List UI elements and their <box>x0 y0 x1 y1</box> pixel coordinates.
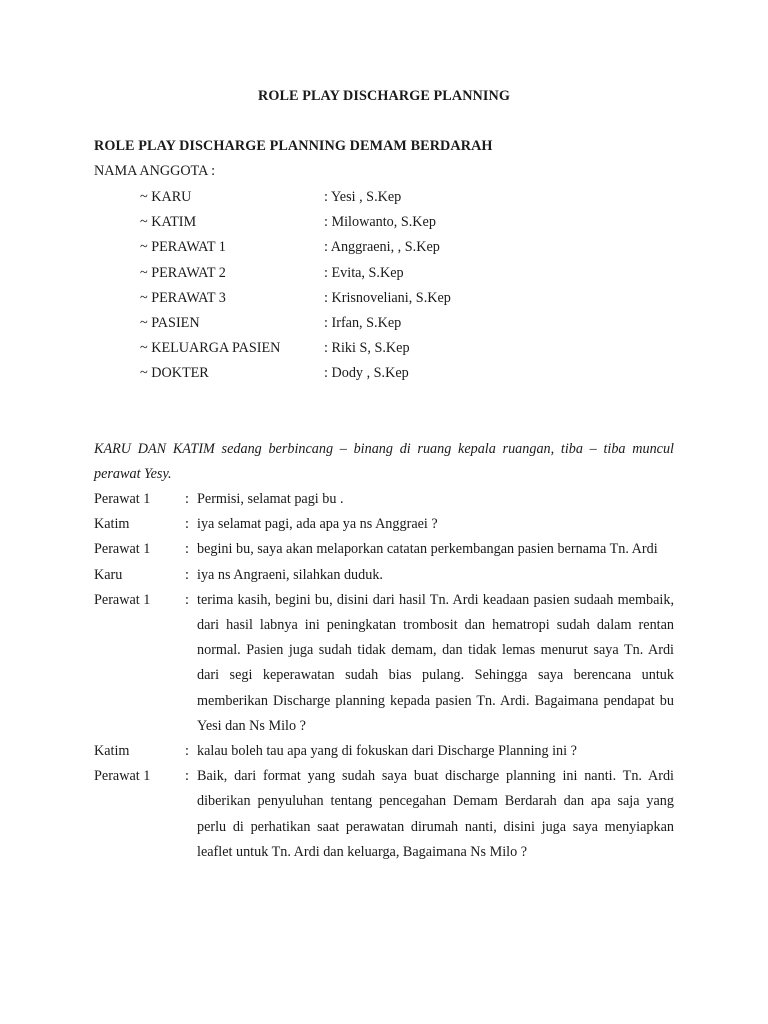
member-role: ~ KELUARGA PASIEN <box>140 340 281 357</box>
speaker-name: Katim <box>94 743 130 760</box>
speaker-name: Karu <box>94 566 123 583</box>
dialogue-text: iya selamat pagi, ada apa ya ns Anggraei ? <box>197 516 438 533</box>
member-list <box>140 188 451 390</box>
member-row <box>140 339 451 364</box>
scene-description: KARU DAN KATIM sedang berbincang – binang di ruang kepala ruangan, tiba – tiba muncul perawat Yesy. <box>94 441 674 483</box>
dialogue-text: iya ns Angraeni, silahkan duduk. <box>197 566 383 583</box>
speaker-name: Perawat 1 <box>94 768 151 785</box>
member-role: ~ PERAWAT 2 <box>140 264 226 281</box>
member-row <box>140 188 451 213</box>
member-name: : Riki S, S.Kep <box>324 340 410 357</box>
dialogue-line: Katim : iya selamat pagi, ada apa ya ns Anggraei ? <box>94 512 674 537</box>
member-name: : Dody , S.Kep <box>324 365 409 382</box>
member-name: : Krisnoveliani, S.Kep <box>324 289 451 306</box>
document-title: ROLE PLAY DISCHARGE PLANNING <box>257 88 511 104</box>
dialogue-line: Perawat 1 : begini bu, saya akan melaporkan catatan perkembangan pasien bernama Tn. Ardi <box>94 537 674 562</box>
member-role: ~ DOKTER <box>140 365 209 382</box>
dialogue-line: Perawat 1 : terima kasih, begini bu, disini dari hasil Tn. Ardi keadaan pasien sudaah membaik, dari hasil labnya ini peningkatan trombosit dan hematropi sudah dalam rentan normal. Pasien juga sudah tidak demam, dan tidak lemas menurut saya Tn. Ardi dari segi keperawatan sudah bias pulang. Sehingga saya berencana untuk memberikan Discharge planning kepada pasien Tn. Ardi. Bagaimana pendapat bu Yesi dan Ns Milo ? <box>94 588 674 739</box>
member-row <box>140 213 451 238</box>
dialogue-text: kalau boleh tau apa yang di fokuskan dari Discharge Planning ini ? <box>197 743 577 760</box>
speaker-name: Perawat 1 <box>94 591 151 608</box>
member-name: : Milowanto, S.Kep <box>324 214 436 231</box>
member-role: ~ PERAWAT 3 <box>140 289 226 306</box>
speaker-name: Perawat 1 <box>94 541 151 558</box>
member-role: ~ KARU <box>140 189 192 205</box>
dialogue-text: Permisi, selamat pagi bu . <box>197 491 344 507</box>
member-name: : Evita, S.Kep <box>324 264 404 281</box>
member-role: ~ PASIEN <box>140 314 200 331</box>
dialogue <box>94 487 674 865</box>
member-name: : Irfan, S.Kep <box>324 314 402 331</box>
member-role: ~ KATIM <box>140 214 197 231</box>
dialogue-text: Baik, dari format yang sudah saya buat discharge planning ini nanti. Tn. Ardi diberikan penyuluhan tentang pencegahan Demam Berdarah dan apa saja yang perlu di perhatikan saat perawatan dirumah nanti, disini juga saya menyiapkan leaflet untuk Tn. Ardi dan keluarga, Bagaimana Ns Milo ? <box>197 768 674 860</box>
dialogue-line: Perawat 1 : Permisi, selamat pagi bu . <box>94 487 674 512</box>
members-heading: NAMA ANGGOTA : <box>94 163 216 179</box>
speaker-name: Katim <box>94 516 130 533</box>
dialogue-line: Katim : kalau boleh tau apa yang di fokuskan dari Discharge Planning ini ? <box>94 739 674 764</box>
dialogue-text: begini bu, saya akan melaporkan catatan perkembangan pasien bernama Tn. Ardi <box>197 541 658 558</box>
member-name: : Anggraeni, , S.Kep <box>324 239 440 256</box>
member-row <box>140 364 451 389</box>
document-subtitle: ROLE PLAY DISCHARGE PLANNING DEMAM BERDARAH <box>94 138 493 154</box>
member-row <box>140 238 451 263</box>
dialogue-line: Perawat 1 : Baik, dari format yang sudah saya buat discharge planning ini nanti. Tn. Ardi diberikan penyuluhan tentang pencegahan Demam Berdarah dan apa saja yang perlu di perhatikan saat perawatan dirumah nanti, disini juga saya menyiapkan leaflet untuk Tn. Ardi dan keluarga, Bagaimana Ns Milo ? <box>94 764 674 865</box>
dialogue-text: terima kasih, begini bu, disini dari hasil Tn. Ardi keadaan pasien sudaah membaik, dari hasil labnya ini peningkatan trombosit dan hematropi sudah dalam rentan normal. Pasien juga sudah tidak demam, dan tidak lemas menurut saya Tn. Ardi dari segi keperawatan sudah bias pulang. Sehingga saya berencana untuk memberikan Discharge planning kepada pasien Tn. Ardi. Bagaimana pendapat bu Yesi dan Ns Milo ? <box>197 591 674 734</box>
member-name: : Yesi , S.Kep <box>324 189 402 205</box>
member-row <box>140 289 451 314</box>
speaker-name: Perawat 1 <box>94 491 151 507</box>
member-row <box>140 314 451 339</box>
dialogue-line: Karu : iya ns Angraeni, silahkan duduk. <box>94 563 674 588</box>
member-row <box>140 264 451 289</box>
member-role: ~ PERAWAT 1 <box>140 239 226 256</box>
